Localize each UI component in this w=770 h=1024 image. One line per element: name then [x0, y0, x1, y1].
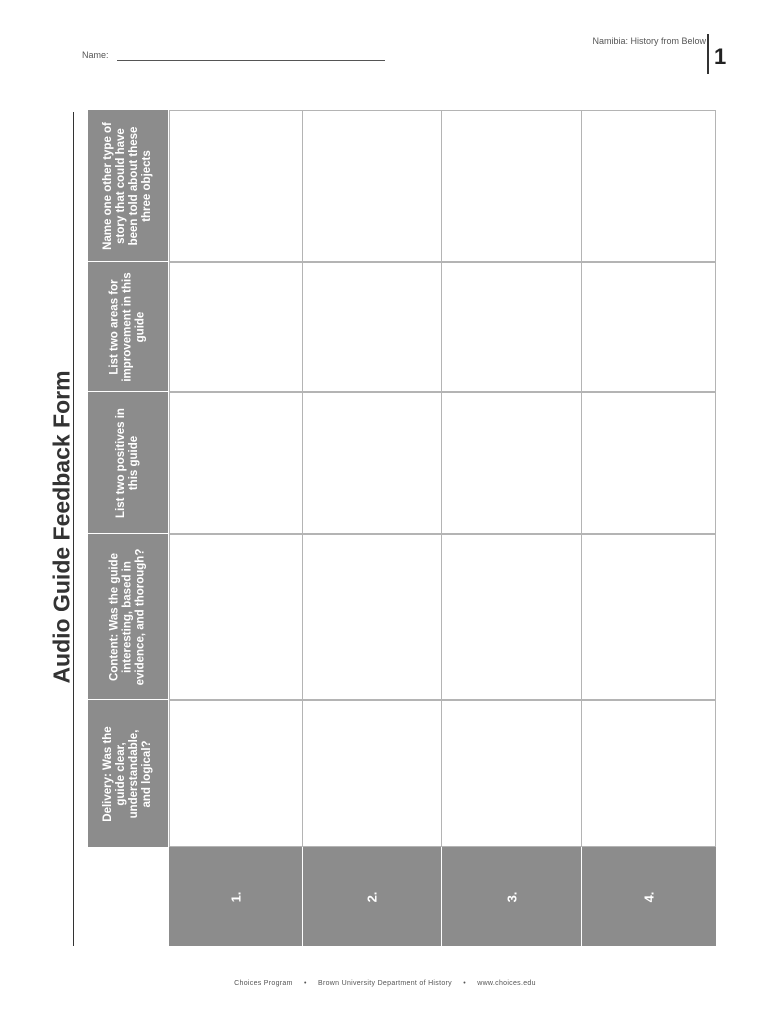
- answer-cell[interactable]: [169, 392, 303, 534]
- footer: [0, 980, 770, 987]
- footer-website[interactable]: www.choices.edu: [477, 980, 536, 987]
- page-number: 1: [714, 44, 727, 69]
- answer-cell[interactable]: [581, 534, 716, 700]
- answer-cell[interactable]: [581, 392, 716, 534]
- row-header-4: [582, 847, 716, 946]
- footer-separator: •: [463, 980, 466, 987]
- question-header-3: [88, 392, 168, 533]
- row-header-1: [169, 847, 302, 946]
- question-header-1-label: Delivery: Was the guide clear, understandable, and logical?: [102, 725, 153, 822]
- page-number-rule: [707, 34, 709, 74]
- question-header-4-label: List two areas for improvement in this guide: [108, 271, 147, 382]
- question-header-3-label: List two positives in this guide: [115, 407, 140, 518]
- row-header-4-label: 4.: [641, 891, 657, 902]
- title-rule: [73, 112, 74, 946]
- answer-cell[interactable]: [581, 262, 716, 392]
- answer-cell[interactable]: [441, 700, 582, 847]
- question-header-4: [88, 262, 168, 391]
- name-field-line[interactable]: [117, 60, 385, 61]
- form-title: Audio Guide Feedback Form: [48, 370, 75, 684]
- row-header-2-label: 2.: [364, 891, 380, 902]
- footer-program: Choices Program: [234, 980, 293, 987]
- question-header-5: [88, 110, 168, 261]
- answer-cell[interactable]: [169, 110, 303, 262]
- footer-department: Brown University Department of History: [318, 980, 452, 987]
- answer-cell[interactable]: [302, 534, 442, 700]
- question-header-2-label: Content: Was the guide interesting, based in evidence, and thorough?: [108, 548, 147, 685]
- question-header-1: [88, 700, 168, 847]
- answer-cell[interactable]: [441, 262, 582, 392]
- answer-cell[interactable]: [441, 534, 582, 700]
- question-header-2: [88, 534, 168, 699]
- footer-separator: •: [304, 980, 307, 987]
- row-header-1-label: 1.: [228, 891, 243, 902]
- form-title-block: [42, 108, 82, 946]
- answer-cell[interactable]: [169, 262, 303, 392]
- answer-cell[interactable]: [302, 262, 442, 392]
- answer-cell[interactable]: [169, 700, 303, 847]
- answer-cell[interactable]: [302, 700, 442, 847]
- answer-cell[interactable]: [302, 392, 442, 534]
- answer-cell[interactable]: [581, 700, 716, 847]
- question-header-5-label: Name one other type of story that could have been told about these three objects: [102, 121, 153, 250]
- feedback-table: [88, 110, 716, 946]
- answer-cell[interactable]: [169, 534, 303, 700]
- answer-cell[interactable]: [441, 392, 582, 534]
- row-header-3: [442, 847, 581, 946]
- row-header-3-label: 3.: [504, 891, 519, 902]
- series-title: Namibia: History from Below: [592, 36, 706, 46]
- name-label: Name:: [82, 50, 109, 60]
- row-header-2: [303, 847, 441, 946]
- answer-cell[interactable]: [581, 110, 716, 262]
- answer-cell[interactable]: [441, 110, 582, 262]
- answer-cell[interactable]: [302, 110, 442, 262]
